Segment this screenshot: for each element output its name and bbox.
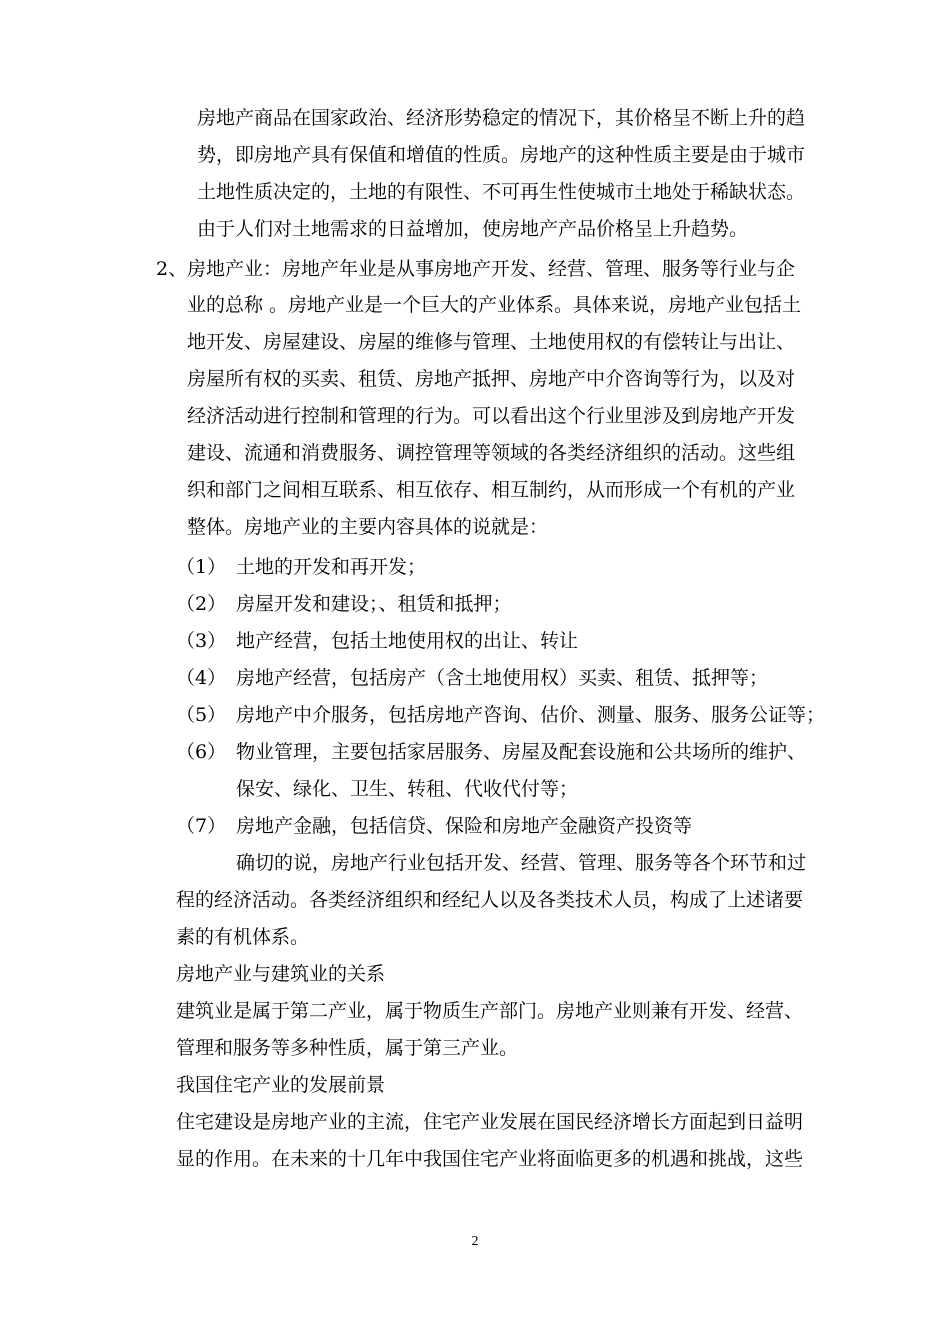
list-item-number: （1） [176,556,227,578]
list-item: 房地产金融，包括信贷、保险和房地产金融资产投资等 [236,815,693,837]
list-item: 房屋开发和建设；、租赁和抵押； [236,593,512,615]
paragraph-line: 经济活动进行控制和管理的行为。可以看出这个行业里涉及到房地产开发 [187,405,796,427]
paragraph-line: 显的作用。在未来的十几年中我国住宅产业将面临更多的机遇和挑战，这些 [176,1148,804,1170]
paragraph-line: 土地性质决定的，土地的有限性、不可再生性使城市土地处于稀缺状态。 [197,181,806,203]
list-item: 物业管理，主要包括家居服务、房屋及配套设施和公共场所的维护、 [236,741,807,763]
list-item-number: （7） [176,815,227,837]
paragraph-line: 整体。房地产业的主要内容具体的说就是： [187,516,549,538]
list-item-number: （6） [176,741,227,763]
paragraph-line: 由于人们对土地需求的日益增加，使房地产产品价格呈上升趋势。 [197,218,749,240]
paragraph-line: 建筑业是属于第二产业，属于物质生产部门。房地产业则兼有开发、经营、 [176,1000,804,1022]
paragraph-line: 住宅建设是房地产业的主流，住宅产业发展在国民经济增长方面起到日益明 [176,1111,804,1133]
list-item-number: （5） [176,704,227,726]
paragraph-line: 业的总称 。房地产业是一个巨大的产业体系。具体来说，房地产业包括土 [187,294,802,316]
paragraph-line: 程的经济活动。各类经济组织和经纪人以及各类技术人员，构成了上述诸要 [176,889,804,911]
paragraph-line: 素的有机体系。 [176,926,310,948]
section-heading: 我国住宅产业的发展前景 [176,1074,386,1096]
paragraph-line: 织和部门之间相互联系、相互依存、相互制约，从而形成一个有机的产业 [187,479,796,501]
paragraph-line: 建设、流通和消费服务、调控管理等领域的各类经济组织的活动。这些组 [187,442,796,464]
list-item-continuation: 保安、绿化、卫生、转租、代收代付等； [236,778,579,800]
paragraph-line: 地开发、房屋建设、房屋的维修与管理、土地使用权的有偿转让与出让、 [187,331,796,353]
list-item-number: （3） [176,630,227,652]
list-item-number: （4） [176,667,227,689]
section-number: 2、 [156,258,188,280]
page-number: 2 [471,1234,479,1249]
paragraph-line: 房屋所有权的买卖、租赁、房地产抵押、房地产中介咨询等行为，以及对 [187,368,796,390]
section-heading-line: 房地产业：房地产年业是从事房地产开发、经营、管理、服务等行业与企 [187,258,796,280]
list-item-number: （2） [176,593,227,615]
paragraph-line: 确切的说，房地产行业包括开发、经营、管理、服务等各个环节和过 [236,852,807,874]
list-item: 房地产经营，包括房产（含土地使用权）买卖、租赁、抵押等； [236,667,769,689]
section-heading: 房地产业与建筑业的关系 [176,963,386,985]
list-item: 地产经营，包括土地使用权的出让、转让 [236,630,579,652]
paragraph-line: 房地产商品在国家政治、经济形势稳定的情况下，其价格呈不断上升的趋 [197,107,806,129]
list-item: 土地的开发和再开发； [236,556,427,578]
paragraph-line: 势，即房地产具有保值和增值的性质。房地产的这种性质主要是由于城市 [197,144,806,166]
paragraph-line: 管理和服务等多种性质，属于第三产业。 [176,1037,519,1059]
list-item: 房地产中介服务，包括房地产咨询、估价、测量、服务、服务公证等； [236,704,826,726]
